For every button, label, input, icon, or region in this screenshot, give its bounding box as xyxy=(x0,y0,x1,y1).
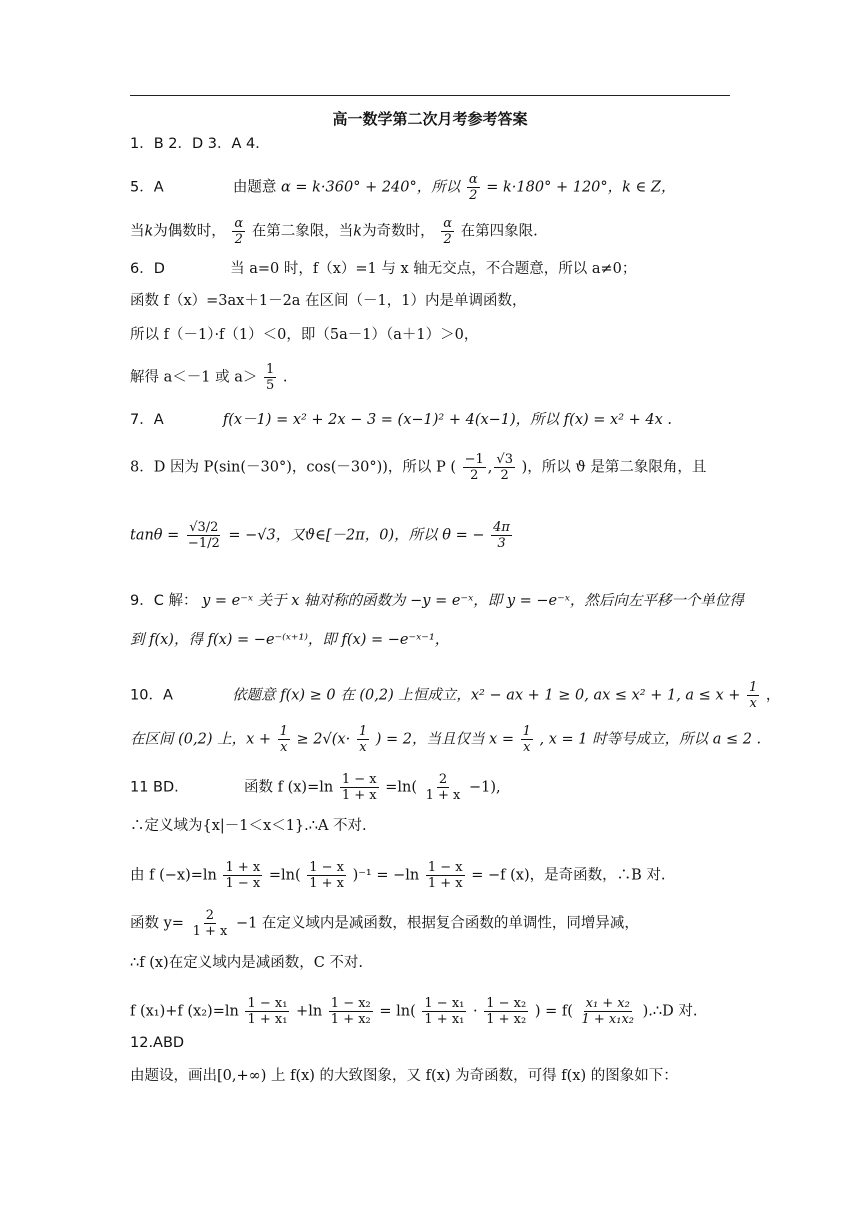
q8-line1: 8．D 因为 P(sin(－30°)，cos(－30°))，所以 P ( $\frac{-1}{2}$ , $\frac{√3}{2}$ )，所以 ϑ 是第二象限角，且 xyxy=(130,452,707,483)
top-rule xyxy=(130,95,730,96)
q9-line2: 到 f(x)，得 f(x) = −e⁻⁽ˣ⁺¹⁾，即 f(x) = −e⁻ˣ⁻¹， xyxy=(130,632,450,648)
q11-line2: ∴定义域为{x|－1＜x＜1}.∴A 不对. xyxy=(130,818,367,834)
q11-line1: 11 BD. 函数 f (x)=ln $\frac{1 - x}{1 + x}$ =ln( $\frac{2}{1 + x}$ −1), xyxy=(130,772,501,803)
q5-line1: 5．A 由题意 α = k·360° + 240°，所以 $\frac{\alpha}{2}$ = k·180° + 120°，k ∈ Z， xyxy=(130,172,676,203)
q11-line4: 函数 y= $\frac{2}{1 + x}$ −1 在定义域内是减函数，根据复合函数的单调性，同增异减， xyxy=(130,908,639,939)
q6-line2: 函数 f（x）=3ax＋1－2a 在区间（－1，1）内是单调函数， xyxy=(130,293,527,309)
q6-line4: 解得 a＜－1 或 a＞ $\frac{1}{5}$ . xyxy=(130,362,288,393)
q12-head: 12.ABD xyxy=(130,1035,185,1051)
q6-line1: 6．D 当 a=0 时，f（x）=1 与 x 轴无交点，不合题意，所以 a≠0； xyxy=(130,261,637,277)
q6-line3: 所以 f（－1）·f（1）＜0，即（5a－1）（a＋1）＞0， xyxy=(130,327,479,343)
page-title: 高一数学第二次月考参考答案 xyxy=(332,110,528,128)
q7-line: 7．A f(x－1) = x² + 2x − 3 = (x−1)² + 4(x−1)，所以 f(x) = x² + 4x . xyxy=(130,412,672,428)
q8-line2: tanθ = $\frac{√3/2}{-1/2}$ = −√3，又ϑ∈[－2π，0)，所以 θ = − $\frac{4\pi}{3}$ xyxy=(130,520,510,551)
q10-line1: 10．A 依题意 f(x) ≥ 0 在 (0,2) 上恒成立，x² − ax + 1 ≥ 0, ax ≤ x² + 1, a ≤ x + $\frac{1}{x}$ ， xyxy=(130,680,781,711)
q5-line2: 当k为偶数时， $\frac{\alpha}{2}$ 在第二象限，当k为奇数时， $\frac{\alpha}{2}$ 在第四象限. xyxy=(130,216,538,247)
answers-1-4: 1．B 2．D 3．A 4． xyxy=(130,136,270,152)
q11-line6: f (x₁)+f (x₂)=ln $\frac{\text{1 − x₁}}{\text{1 + x₁}}$ +ln $\frac{\text{1 − x₂}}{\text{1 + x₂}}$ = ln( $\frac{\text{1 − x₁}}{\text{1 + x₁}}$ · $\frac{\text{1 − x₂}}{\text{1 + x₂}}$ ) = f( $\frac{\text{x₁ + x₂}}{\text{1 + x₁x₂}}$ ).∴D 对. xyxy=(130,996,698,1027)
q11-line3: 由 f (−x)=ln $\frac{1 + x}{1 - x}$ =ln( $\frac{1 - x}{1 + x}$ )⁻¹ = −ln $\frac{1 - x}{1 + x}$ = −f (x)，是奇函数，∴B 对. xyxy=(130,860,666,891)
q12-line1: 由题设，画出[0,+∞) 上 f(x) 的大致图象，又 f(x) 为奇函数，可得 f(x) 的图象如下： xyxy=(130,1068,678,1084)
q10-line2: 在区间 (0,2) 上，x + $\frac{1}{x}$ ≥ 2√(x· $\frac{1}{x}$ ) = 2，当且仅当 x = $\frac{1}{x}$ , x = 1 时等号成立，所以 a ≤ 2 . xyxy=(130,724,762,755)
q11-line5: ∴f (x)在定义域内是减函数，C 不对. xyxy=(130,955,364,971)
q9-line1: 9．C 解： y = e⁻ˣ 关于 x 轴对称的函数为 −y = e⁻ˣ，即 y = −e⁻ˣ，然后向左平移一个单位得 xyxy=(130,593,744,609)
